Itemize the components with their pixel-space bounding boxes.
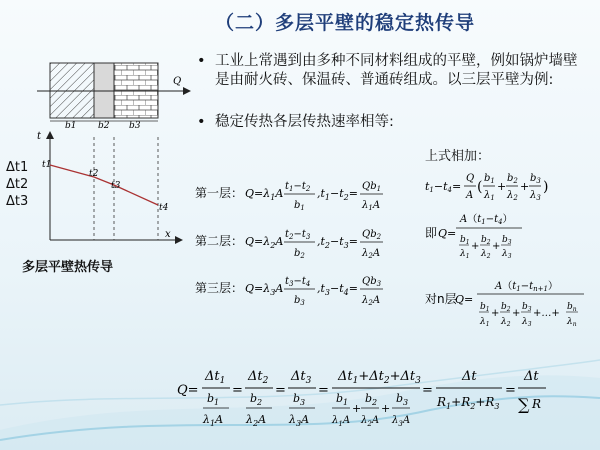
svg-text:,t1−t2=: $,t_1-t_2=$ bbox=[317, 187, 358, 202]
svg-text:λ2A: $\lambda_2A$ bbox=[362, 295, 381, 307]
bullet-text-1: 工业上常遇到由多种不同材料组成的平壁，例如锅炉墙壁是由耐火砖、保温砖、普通砖组成。以三层平壁为例: bbox=[215, 53, 578, 88]
svg-text:b2: $b_2$ bbox=[365, 392, 378, 407]
equation-layer-1 bbox=[195, 181, 383, 212]
equation-then bbox=[425, 213, 522, 260]
slide-title: （二）多层平壁的稳定热传导 bbox=[215, 12, 476, 34]
equation-n-layers bbox=[425, 280, 584, 328]
svg-text:λ2A: $\lambda_2A$ bbox=[362, 248, 381, 260]
n-layer-label: 对n层 bbox=[425, 292, 457, 306]
svg-text:λ3: $\lambda_3$ bbox=[502, 249, 512, 260]
svg-text:+: + bbox=[352, 402, 362, 415]
svg-text:t2−t3: $t_2-t_3$ bbox=[285, 229, 311, 241]
svg-text:=: = bbox=[275, 383, 286, 398]
svg-text:b3: $b_3$ bbox=[293, 392, 306, 407]
svg-text:bn: $b_n$ bbox=[567, 302, 577, 313]
svg-text:Δt: Δt bbox=[462, 369, 477, 384]
svg-text:b1: $b_1$ bbox=[484, 173, 495, 185]
svg-text:R: R bbox=[532, 397, 542, 411]
svg-text:b3: $b_3$ bbox=[502, 235, 512, 246]
svg-text:λ1A: $\lambda_1A$ bbox=[203, 413, 224, 428]
svg-text:Q=λ1A: $Q=\lambda_1A$ bbox=[245, 187, 284, 202]
svg-text:λ2: $\lambda_2$ bbox=[481, 249, 491, 260]
svg-text:Δt2: $\Delta t_2$ bbox=[248, 369, 269, 386]
svg-text:b2: $b_2$ bbox=[481, 235, 491, 246]
svg-text:λ1A: $\lambda_1A$ bbox=[362, 200, 381, 212]
q-label: Q bbox=[173, 76, 182, 87]
b2-label: b2 bbox=[98, 121, 110, 131]
layer-1-label: 第一层： bbox=[195, 186, 244, 200]
svg-text:=: = bbox=[318, 383, 329, 398]
svg-text:λ1: $\lambda_1$ bbox=[480, 317, 490, 328]
equation-sum bbox=[425, 173, 548, 202]
x-axis-label: x bbox=[165, 229, 171, 240]
b1-label: b1 bbox=[65, 121, 77, 131]
svg-text:+: + bbox=[492, 241, 501, 252]
svg-text:+: + bbox=[491, 308, 500, 319]
svg-text:A: A bbox=[466, 190, 474, 201]
svg-text:b1: $b_1$ bbox=[294, 200, 305, 212]
bullet-dot: • bbox=[197, 114, 206, 130]
t2-label: t2 bbox=[89, 169, 99, 179]
svg-text:+: + bbox=[512, 308, 521, 319]
equation-layer-2 bbox=[195, 229, 383, 260]
svg-text:Qb1: $Qb_1$ bbox=[362, 181, 382, 193]
svg-text:Δt: Δt bbox=[524, 369, 539, 384]
svg-text:t1−t4=: t1−t4= bbox=[425, 180, 462, 194]
svg-text:=: = bbox=[505, 383, 516, 398]
svg-text:+: + bbox=[497, 180, 507, 193]
sum-note: 上式相加： bbox=[425, 149, 491, 164]
svg-text:λ1: $\lambda_1$ bbox=[484, 190, 495, 202]
svg-text:+…+: +…+ bbox=[533, 308, 560, 319]
svg-text:Qb3: $Qb_3$ bbox=[362, 276, 382, 288]
svg-text:λ1: $\lambda_1$ bbox=[460, 249, 470, 260]
b3-label: b3 bbox=[129, 121, 141, 131]
layer-2-label: 第二层： bbox=[195, 234, 244, 248]
svg-text:R1+R2+R3: $R_1+R_2+R_3$ bbox=[437, 395, 500, 411]
svg-text:A（t1−t4）: $A(t_1-t_4)$ bbox=[460, 214, 513, 226]
delta-t1-label: Δt1 bbox=[6, 160, 29, 175]
svg-text:∑: ∑ bbox=[518, 395, 530, 414]
svg-text:b1: $b_1$ bbox=[460, 235, 470, 246]
svg-text:b2: $b_2$ bbox=[294, 248, 305, 260]
svg-text:λ1A: $\lambda_1A$ bbox=[332, 415, 351, 428]
equation-final bbox=[177, 369, 546, 428]
svg-text:b3: $b_3$ bbox=[396, 392, 409, 407]
svg-text:t3−t4: $t_3-t_4$ bbox=[285, 276, 311, 288]
svg-text:b1: $b_1$ bbox=[336, 392, 349, 407]
equation-layer-3 bbox=[195, 276, 383, 307]
svg-text:Q=: Q= bbox=[455, 293, 474, 306]
svg-text:Δt1: $\Delta t_1$ bbox=[205, 369, 226, 386]
svg-text:+: + bbox=[520, 180, 530, 193]
svg-text:b3: $b_3$ bbox=[294, 295, 305, 307]
svg-text:+: + bbox=[381, 402, 391, 415]
svg-text:b2: $b_2$ bbox=[250, 392, 263, 407]
svg-text:b2: $b_2$ bbox=[507, 173, 518, 185]
svg-text:+: + bbox=[471, 241, 480, 252]
svg-text:λn: $\lambda_n$ bbox=[567, 317, 577, 328]
svg-text:λ2A: $\lambda_2A$ bbox=[246, 413, 267, 428]
svg-text:λ2: $\lambda_2$ bbox=[501, 317, 511, 328]
svg-text:Q=λ2A: $Q=\lambda_2A$ bbox=[245, 235, 284, 250]
svg-text:t1−t2: $t_1-t_2$ bbox=[285, 181, 311, 193]
svg-text:Q=: Q= bbox=[438, 227, 457, 240]
layer-3-label: 第三层： bbox=[195, 281, 244, 295]
t1-label: t1 bbox=[42, 160, 52, 170]
t4-label: t4 bbox=[159, 203, 169, 213]
svg-text:=: = bbox=[422, 383, 433, 398]
svg-text:λ3: $\lambda_3$ bbox=[522, 317, 532, 328]
svg-text:λ2A: $\lambda_2A$ bbox=[361, 415, 380, 428]
svg-text:=: = bbox=[232, 383, 243, 398]
svg-text:Q: Q bbox=[466, 173, 475, 184]
delta-t2-label: Δt2 bbox=[6, 177, 29, 192]
svg-text:,t2−t3=: $,t_2-t_3=$ bbox=[317, 235, 358, 250]
svg-text:Q=: Q= bbox=[177, 383, 199, 398]
svg-text:Qb2: $Qb_2$ bbox=[362, 229, 382, 241]
svg-text:): ) bbox=[543, 179, 549, 195]
svg-text:λ3: $\lambda_3$ bbox=[530, 190, 541, 202]
svg-text:b1: $b_1$ bbox=[207, 392, 220, 407]
svg-text:b3: $b_3$ bbox=[522, 302, 532, 313]
bullet-dot: • bbox=[197, 53, 206, 69]
svg-text:Δt1+Δt2+Δt3: $\Delta t_1+\Delta t_2+\Delta t_3$ bbox=[338, 369, 421, 386]
t3-label: t3 bbox=[111, 181, 121, 191]
svg-text:(: ( bbox=[477, 179, 483, 195]
svg-text:A（t1−tn+1）: $A(t_1-t_{n+1})$ bbox=[495, 281, 558, 293]
svg-text:Δt3: $\Delta t_3$ bbox=[291, 369, 312, 386]
bullet-text-2: 稳定传热各层传热速率相等: bbox=[215, 114, 394, 130]
svg-text:,t3−t4=: $,t_3-t_4=$ bbox=[317, 282, 358, 297]
t-axis-label: t bbox=[37, 131, 42, 142]
delta-t3-label: Δt3 bbox=[6, 194, 29, 209]
figure-caption: 多层平壁热传导 bbox=[22, 260, 114, 275]
svg-text:λ3A: $\lambda_3A$ bbox=[289, 413, 310, 428]
svg-text:λ3A: $\lambda_3A$ bbox=[392, 415, 411, 428]
svg-text:b3: $b_3$ bbox=[530, 173, 541, 185]
then-label: 即 bbox=[425, 226, 438, 240]
svg-text:Q=λ3A: $Q=\lambda_3A$ bbox=[245, 282, 284, 297]
svg-text:λ2: $\lambda_2$ bbox=[507, 190, 518, 202]
svg-text:b1: $b_1$ bbox=[480, 302, 490, 313]
svg-text:b2: $b_2$ bbox=[501, 302, 511, 313]
